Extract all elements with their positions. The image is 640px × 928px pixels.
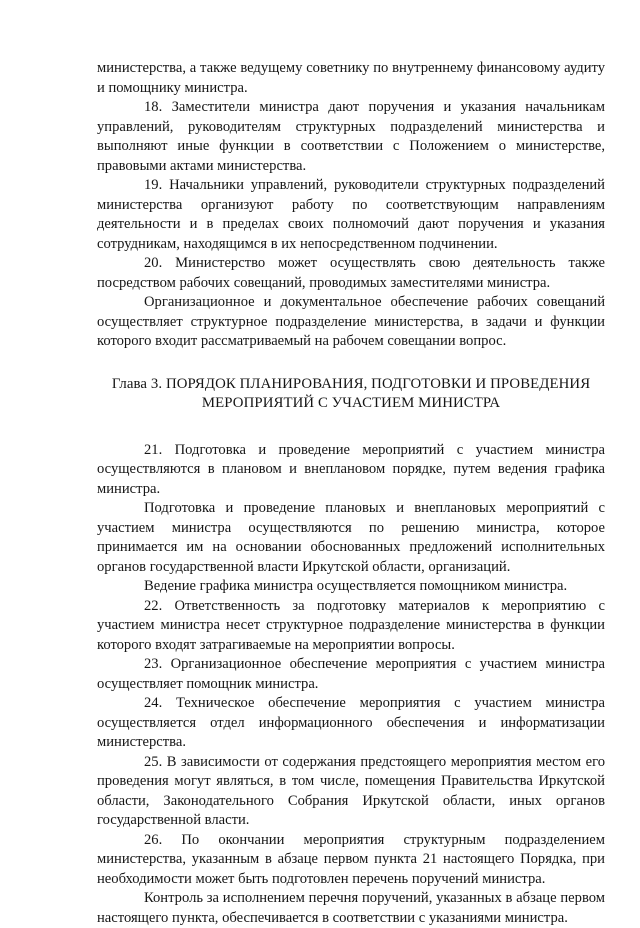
chapter-title — [97, 375, 605, 413]
paragraph-item-26: 26. По окончании мероприятия структурным подразделением министерства, указанным в абзаце первом пункта 21 настоящего Порядка, при необходимости может быть подготовлен перечень поручений министра. — [97, 831, 605, 887]
paragraph-item-21-planning: Подготовка и проведение плановых и внеплановых мероприятий с участием министра осуществляются по решению министра, которое принимается им на основании обоснованных предложений исполнительных органов государственной власти Иркутской области, организаций. — [97, 500, 605, 575]
paragraph-item-21-schedule: Ведение графика министра осуществляется помощником министра. — [144, 578, 568, 594]
paragraph-item-21: 21. Подготовка и проведение мероприятий с участием министра осуществляются в плановом и внеплановом порядке, путем ведения графика министра. — [97, 441, 605, 497]
paragraph-item-20: 20. Министерство может осуществлять свою деятельность также посредством рабочих совещаний, проводимых заместителями министра. — [97, 255, 605, 291]
paragraph-item-25: 25. В зависимости от содержания предстоящего мероприятия местом его проведения могут являться, в том числе, помещения Правительства Иркутской области, Законодательного Собрания Иркутской области, иных органов государственной власти. — [97, 753, 605, 828]
document-page — [97, 59, 605, 928]
paragraph-continuation: министерства, а также ведущему советнику по внутреннему финансовому аудиту и помощнику министра. — [97, 60, 605, 96]
paragraph-item-19: 19. Начальники управлений, руководители структурных подразделений министерства организуют работу по соответствующим направлениям деятельности и в пределах своих полномочий дают поручения и указания сотрудникам, находящимся в их непосредственном подчинении. — [97, 177, 605, 252]
paragraph-item-18: 18. Заместители министра дают поручения и указания начальникам управлений, руководителям структурных подразделений министерства и выполняют иные функции в соответствии с Положением о министерстве, правовыми актами министерства. — [97, 99, 605, 174]
paragraph-item-22: 22. Ответственность за подготовку материалов к мероприятию с участием министра несет структурное подразделение министерства в функции которого входят затрагиваемые на мероприятии вопросы. — [97, 597, 605, 653]
paragraph-item-24: 24. Техническое обеспечение мероприятия с участием министра осуществляется отдел информационного обеспечения и информатизации министерства. — [97, 695, 605, 750]
chapter-title-line-2: МЕРОПРИЯТИЙ С УЧАСТИЕМ МИНИСТРА — [201, 394, 501, 411]
paragraph-item-26-control: Контроль за исполнением перечня поручений, указанных в абзаце первом настоящего пункта, обеспечивается в соответствии с указаниями министра. — [97, 890, 605, 926]
paragraph-item-23: 23. Организационное обеспечение мероприятия с участием министра осуществляет помощник министра. — [97, 656, 605, 692]
chapter-title-line-1: Глава 3. ПОРЯДОК ПЛАНИРОВАНИЯ, ПОДГОТОВКИ И ПРОВЕДЕНИЯ — [111, 375, 591, 392]
paragraph-item-20-meetings: Организационное и документальное обеспечение рабочих совещаний осуществляет структурное подразделение министерства, в задачи и функции которого входит рассматриваемый на рабочем совещании вопрос. — [97, 294, 605, 349]
